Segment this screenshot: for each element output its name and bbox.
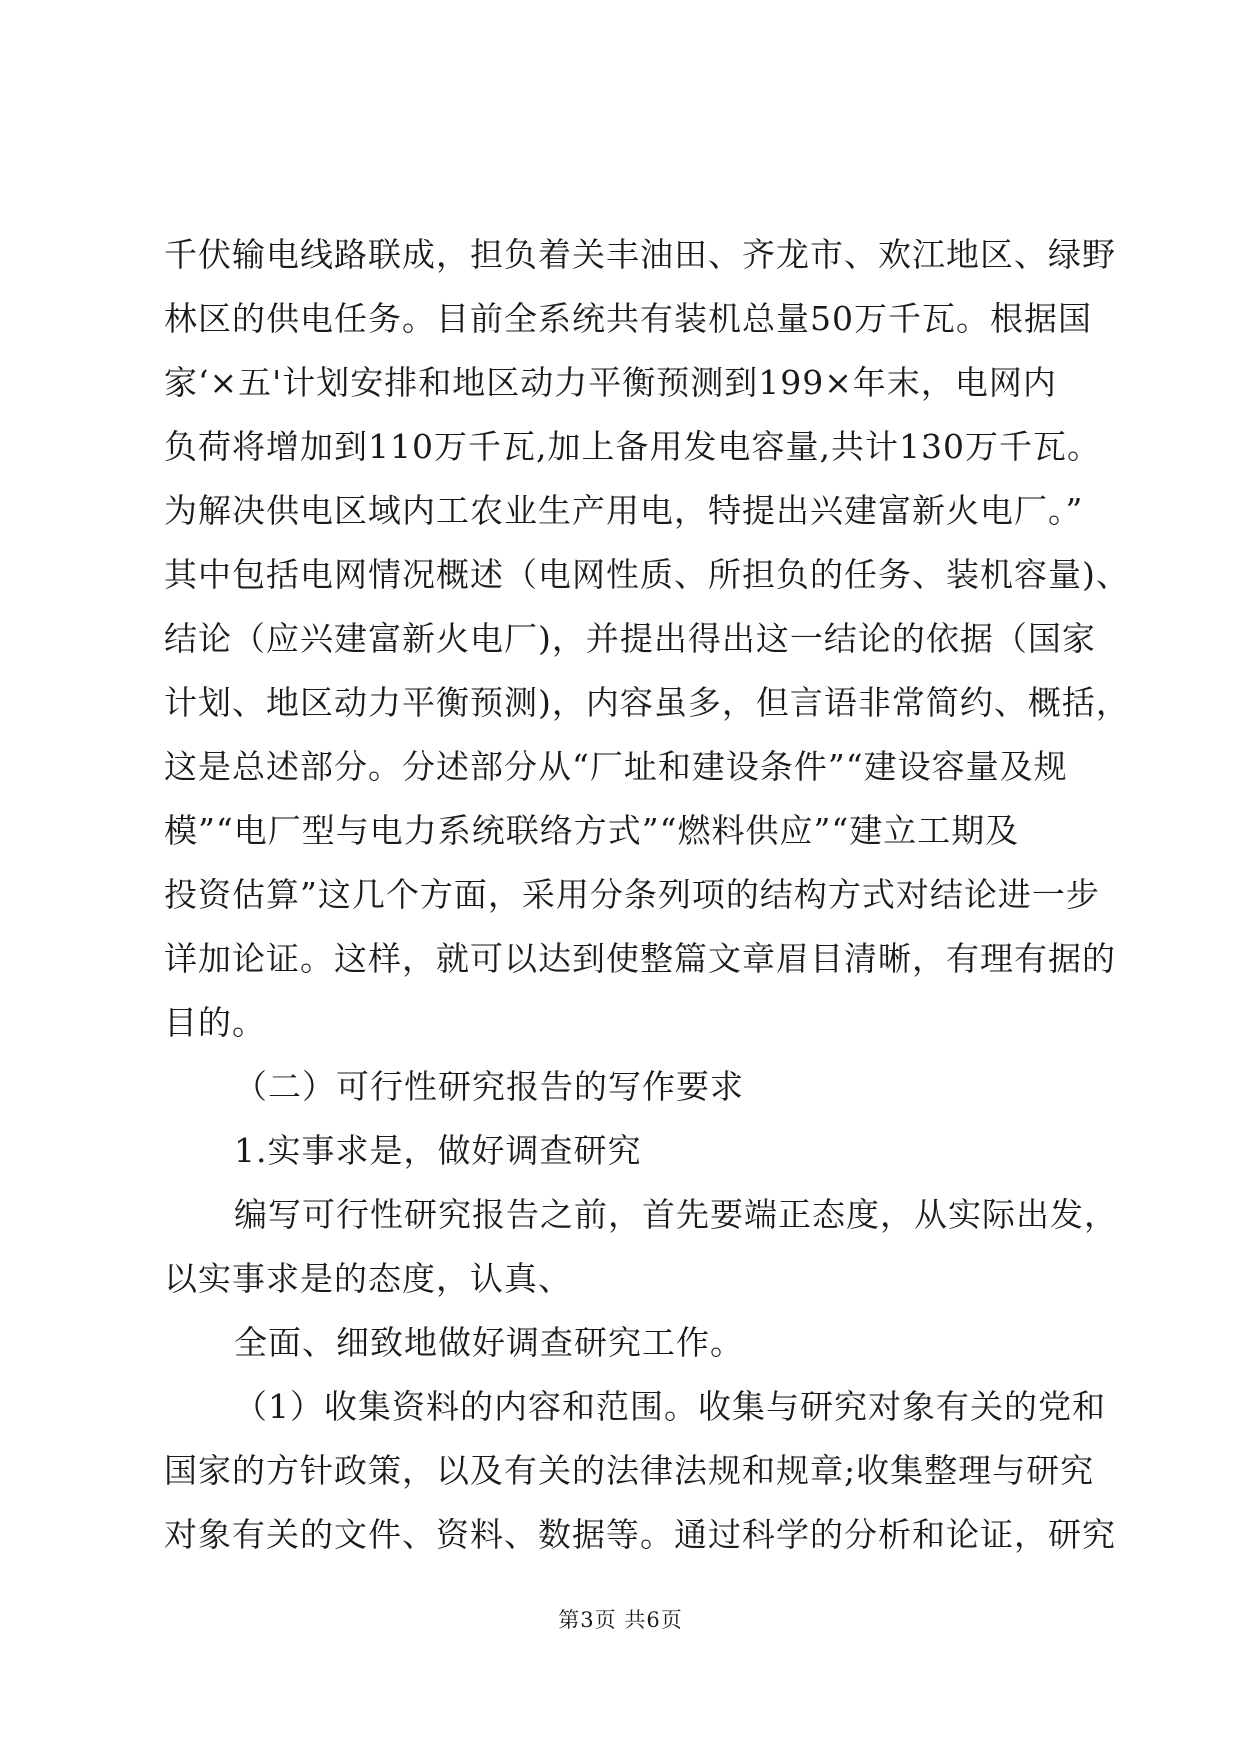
body-line: 家‘×五'计划安排和地区动力平衡预测到199×年末，电网内: [164, 363, 1057, 402]
section-heading: （二）可行性研究报告的写作要求: [234, 1067, 744, 1106]
body-line: 详加论证。这样，就可以达到使整篇文章眉目清晰，有理有据的: [164, 939, 1116, 978]
body-line: 编写可行性研究报告之前，首先要端正态度，从实际出发，: [234, 1195, 1118, 1234]
body-line: 国家的方针政策，以及有关的法律法规和规章;收集整理与研究: [164, 1451, 1095, 1490]
body-line: 为解决供电区域内工农业生产用电，特提出兴建富新火电厂。”: [164, 491, 1084, 530]
body-line: 林区的供电任务。目前全系统共有装机总量50万千瓦。根据国: [164, 299, 1092, 338]
body-line: 计划、地区动力平衡预测)，内容虽多，但言语非常简约、概括，: [164, 683, 1130, 722]
body-line: 负荷将增加到110万千瓦,加上备用发电容量,共计130万千瓦。: [164, 427, 1101, 466]
body-line: 投资估算”这几个方面，采用分条列项的结构方式对结论进一步: [164, 875, 1100, 914]
body-line: 其中包括电网情况概述（电网性质、所担负的任务、装机容量)、: [164, 555, 1130, 594]
body-line: 全面、细致地做好调查研究工作。: [234, 1323, 744, 1362]
page-number-footer: 第3页 共6页: [558, 1608, 683, 1632]
body-line: 千伏输电线路联成，担负着关丰油田、齐龙市、欢江地区、绿野: [164, 235, 1116, 274]
subsection-heading: 1.实事求是，做好调查研究: [234, 1131, 642, 1170]
body-line: 模”“电厂型与电力系统联络方式”“燃料供应”“建立工期及: [164, 811, 1020, 850]
body-line: 以实事求是的态度，认真、: [164, 1259, 572, 1298]
body-line: 对象有关的文件、资料、数据等。通过科学的分析和论证，研究: [164, 1515, 1116, 1554]
body-line: 这是总述部分。分述部分从“厂址和建设条件”“建设容量及规: [164, 747, 1068, 786]
body-line: （1）收集资料的内容和范围。收集与研究对象有关的党和: [234, 1387, 1106, 1426]
body-line: 目的。: [164, 1003, 266, 1042]
body-line: 结论（应兴建富新火电厂)，并提出得出这一结论的依据（国家: [164, 619, 1096, 658]
